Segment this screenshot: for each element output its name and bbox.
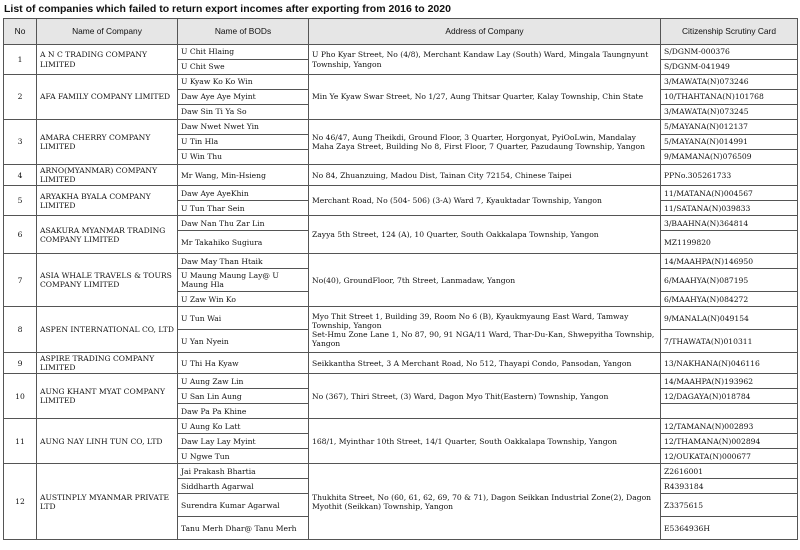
bod-name: Surendra Kumar Agarwal [178, 494, 309, 517]
company-name: A N C TRADING COMPANY LIMITED [37, 45, 178, 75]
company-name: ASIA WHALE TRAVELS & TOURS COMPANY LIMITED [37, 254, 178, 307]
citizenship-card: 3/MAWATA(N)073246 [661, 75, 798, 90]
row-number: 6 [4, 216, 37, 254]
company-address: No(40), GroundFloor, 7th Street, Lanmadaw, Yangon [309, 254, 661, 307]
table-row [4, 419, 798, 434]
row-number: 10 [4, 374, 37, 419]
company-address: Seikkantha Street, 3 A Merchant Road, No 512, Thayapi Condo, Pansodan, Yangon [309, 353, 661, 374]
bod-name: Daw Pa Pa Khine [178, 404, 309, 419]
citizenship-card: 7/THAWATA(N)010311 [661, 330, 798, 353]
citizenship-card: MZ1199820 [661, 231, 798, 254]
company-name: ASPEN INTERNATIONAL CO, LTD [37, 307, 178, 353]
company-address: U Pho Kyar Street, No (4/8), Merchant Kandaw Lay (South) Ward, Mingala Taungnyunt Township, Yangon [309, 45, 661, 75]
citizenship-card: 3/MAWATA(N)073245 [661, 105, 798, 120]
citizenship-card: 14/MAAHPA(N)146950 [661, 254, 798, 269]
bod-name: U Maung Maung Lay@ U Maung Hla [178, 269, 309, 292]
bod-name: U San Lin Aung [178, 389, 309, 404]
row-number: 5 [4, 186, 37, 216]
bod-name: U Tun Wai [178, 307, 309, 330]
table-row [4, 216, 798, 231]
bod-name: U Aung Zaw Lin [178, 374, 309, 389]
row-number: 7 [4, 254, 37, 307]
table-row [4, 45, 798, 60]
bod-name: U Tin Hla [178, 135, 309, 150]
bod-name: Daw Nwet Nwet Yin [178, 120, 309, 135]
company-address: Thukhita Street, No (60, 61, 62, 69, 70 & 71), Dagon Seikkan Industrial Zone(2), Dagon Myothit (Seikkan) Township, Yangon [309, 464, 661, 540]
bod-name: U Kyaw Ko Ko Win [178, 75, 309, 90]
citizenship-card: E5364936H [661, 517, 798, 540]
header-bods: Name of BODs [178, 19, 309, 45]
company-name: AUNG NAY LINH TUN CO, LTD [37, 419, 178, 464]
citizenship-card: 6/MAAHYA(N)087195 [661, 269, 798, 292]
bod-name: U Yan Nyein [178, 330, 309, 353]
bod-name: U Ngwe Tun [178, 449, 309, 464]
header-address: Address of Company [309, 19, 661, 45]
row-number: 12 [4, 464, 37, 540]
company-name: ASAKURA MYANMAR TRADING COMPANY LIMITED [37, 216, 178, 254]
citizenship-card [661, 404, 798, 419]
table-row [4, 120, 798, 135]
citizenship-card: 12/TAMANA(N)002893 [661, 419, 798, 434]
bod-name: U Aung Ko Latt [178, 419, 309, 434]
citizenship-card: 10/THAHTANA(N)101768 [661, 90, 798, 105]
company-address: No (367), Thiri Street, (3) Ward, Dagon Myo Thit(Eastern) Township, Yangon [309, 374, 661, 419]
bod-name: U Chit Hlaing [178, 45, 309, 60]
citizenship-card: 12/OUKATA(N)000677 [661, 449, 798, 464]
row-number: 4 [4, 165, 37, 186]
company-address: No 84, Zhuanzuing, Madou Dist, Tainan City 72154, Chinese Taipei [309, 165, 661, 186]
bod-name: U Zaw Win Ko [178, 292, 309, 307]
row-number: 11 [4, 419, 37, 464]
row-number: 9 [4, 353, 37, 374]
table-row [4, 464, 798, 479]
bod-name: Daw Nan Thu Zar Lin [178, 216, 309, 231]
table-body [4, 45, 798, 540]
citizenship-card: 9/MAMANA(N)076509 [661, 150, 798, 165]
header-no: No [4, 19, 37, 45]
table-row [4, 186, 798, 201]
company-name: ARNO(MYANMAR) COMPANY LIMITED [37, 165, 178, 186]
table-row [4, 307, 798, 330]
company-name: AUSTINPLY MYANMAR PRIVATE LTD [37, 464, 178, 540]
company-name: ASPIRE TRADING COMPANY LIMITED [37, 353, 178, 374]
row-number: 8 [4, 307, 37, 353]
company-address: Zayya 5th Street, 124 (A), 10 Quarter, South Oakkalapa Township, Yangon [309, 216, 661, 254]
citizenship-card: 9/MANALA(N)049154 [661, 307, 798, 330]
bod-name: Mr Takahiko Sugiura [178, 231, 309, 254]
company-name: ARYAKHA BYALA COMPANY LIMITED [37, 186, 178, 216]
company-name: AMARA CHERRY COMPANY LIMITED [37, 120, 178, 165]
companies-table [3, 18, 798, 540]
citizenship-card: R4393184 [661, 479, 798, 494]
bod-name: Daw Sin Ti Ya So [178, 105, 309, 120]
table-row [4, 254, 798, 269]
bod-name: U Win Thu [178, 150, 309, 165]
bod-name: Siddharth Agarwal [178, 479, 309, 494]
row-number: 2 [4, 75, 37, 120]
citizenship-card: 14/MAAHPA(N)193962 [661, 374, 798, 389]
citizenship-card: 3/BAAHNA(N)364814 [661, 216, 798, 231]
citizenship-card: Z2616001 [661, 464, 798, 479]
bod-name: Mr Wang, Min-Hsieng [178, 165, 309, 186]
company-address: Myo Thit Street 1, Building 39, Room No 6 (B), Kyaukmyaung East Ward, Tamway Township, Yangon Set-Hmu Zone Lane 1, No 87, 90, 91 NGA/11 Ward, Thar-Du-Kan, Shwepyitha Township, Yangon [309, 307, 661, 353]
citizenship-card: 12/THAMANA(N)002894 [661, 434, 798, 449]
citizenship-card: 5/MAYANA(N)012137 [661, 120, 798, 135]
citizenship-card: 6/MAAHYA(N)084272 [661, 292, 798, 307]
citizenship-card: 11/SATANA(N)039833 [661, 201, 798, 216]
citizenship-card: Z3375615 [661, 494, 798, 517]
row-number: 3 [4, 120, 37, 165]
bod-name: Daw Aye AyeKhin [178, 186, 309, 201]
citizenship-card: 11/MATANA(N)004567 [661, 186, 798, 201]
bod-name: Tanu Merh Dhar@ Tanu Merh [178, 517, 309, 540]
bod-name: Daw Aye Aye Myint [178, 90, 309, 105]
company-address: No 46/47, Aung Theikdi, Ground Floor, 3 Quarter, Horgonyat, PyiOoLwin, Mandalay Maha Zaya Street, Building No 8, First Floor, 7 Quarter, Pazudaung Township, Yangon [309, 120, 661, 165]
header-card: Citizenship Scrutiny Card [661, 19, 798, 45]
bod-name: U Thi Ha Kyaw [178, 353, 309, 374]
company-address: Min Ye Kyaw Swar Street, No 1/27, Aung Thitsar Quarter, Kalay Township, Chin State [309, 75, 661, 120]
bod-name: U Tun Thar Sein [178, 201, 309, 216]
table-row [4, 75, 798, 90]
citizenship-card: S/DGNM-000376 [661, 45, 798, 60]
table-row [4, 374, 798, 389]
header-company-name: Name of Company [37, 19, 178, 45]
bod-name: Jai Prakash Bhartia [178, 464, 309, 479]
citizenship-card: PPNo.305261733 [661, 165, 798, 186]
company-address: 168/1, Myinthar 10th Street, 14/1 Quarter, South Oakkalapa Township, Yangon [309, 419, 661, 464]
page-title: List of companies which failed to return export incomes after exporting from 2016 to 2020 [4, 3, 451, 15]
citizenship-card: 13/NAKHANA(N)046116 [661, 353, 798, 374]
citizenship-card: S/DGNM-041949 [661, 60, 798, 75]
table-row [4, 165, 798, 186]
table-header-row [4, 19, 798, 45]
citizenship-card: 5/MAYANA(N)014991 [661, 135, 798, 150]
bod-name: Daw Lay Lay Myint [178, 434, 309, 449]
company-address: Merchant Road, No (504- 506) (3-A) Ward 7, Kyauktadar Township, Yangon [309, 186, 661, 216]
citizenship-card: 12/DAGAYA(N)018784 [661, 389, 798, 404]
row-number: 1 [4, 45, 37, 75]
company-name: AFA FAMILY COMPANY LIMITED [37, 75, 178, 120]
bod-name: Daw May Than Htaik [178, 254, 309, 269]
table-row [4, 353, 798, 374]
company-name: AUNG KHANT MYAT COMPANY LIMITED [37, 374, 178, 419]
bod-name: U Chit Swe [178, 60, 309, 75]
